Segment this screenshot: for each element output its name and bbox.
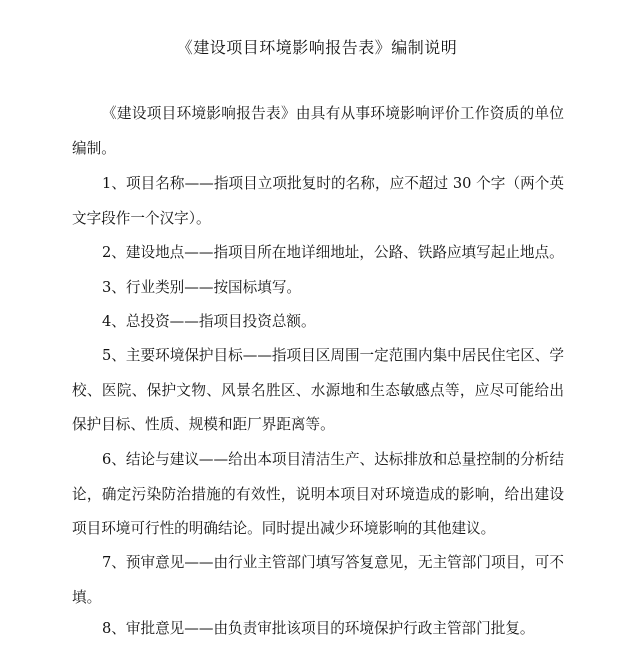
item-approval-opinion: 8、审批意见——由负责审批该项目的环境保护行政主管部门批复。 xyxy=(102,620,535,637)
intro-paragraph: 《建设项目环境影响报告表》由具有从事环境影响评价工作资质的单位编制。 xyxy=(72,105,564,157)
item-total-investment: 4、总投资——指项目投资总额。 xyxy=(102,313,316,330)
item-construction-site: 2、建设地点——指项目所在地详细地址，公路、铁路应填写起止地点。 xyxy=(102,244,564,261)
item-project-name: 1、项目名称——指项目立项批复时的名称，应不超过 30 个字（两个英文字段作一个汉字）。 xyxy=(72,175,564,227)
item-preliminary-review: 7、预审意见——由行业主管部门填写答复意见，无主管部门项目，可不填。 xyxy=(72,554,564,606)
item-industry-category: 3、行业类别——按国标填写。 xyxy=(102,279,302,296)
document-title: 《建设项目环境影响报告表》编制说明 xyxy=(176,38,458,57)
item-conclusions: 6、结论与建议——给出本项目清洁生产、达标排放和总量控制的分析结论，确定污染防治措施的有效性，说明本项目对环境造成的影响，给出建设项目环境可行性的明确结论。同时提出减少环境影响的其他建议。 xyxy=(72,451,564,538)
item-protection-targets: 5、主要环境保护目标——指项目区周围一定范围内集中居民住宅区、学校、医院、保护文物、风景名胜区、水源地和生态敏感点等，应尽可能给出保护目标、性质、规模和距厂界距离等。 xyxy=(72,347,564,434)
